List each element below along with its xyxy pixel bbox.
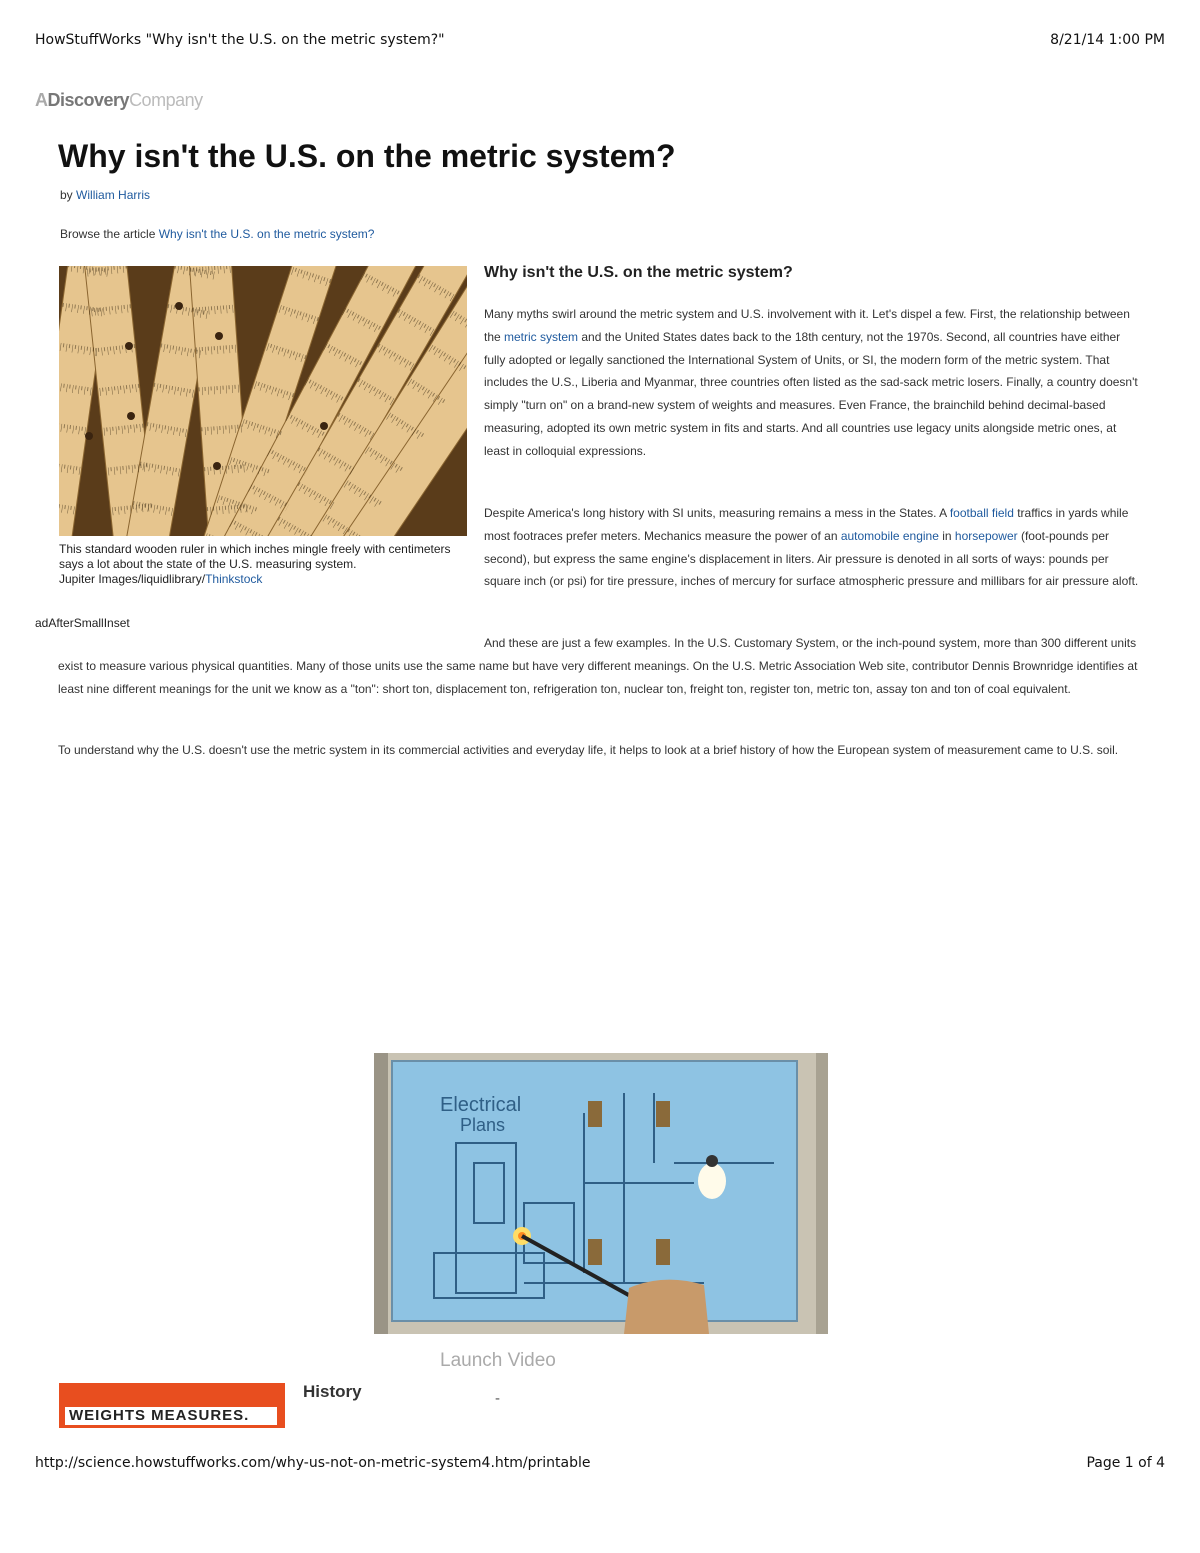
- paragraph-4: To understand why the U.S. doesn't use the metric system in its commercial activities and everyday life, it helps to look at a brief history of how the European system of measurement came to U.S. soil.: [58, 743, 1119, 757]
- metric-system-link[interactable]: metric system: [504, 329, 579, 344]
- related-dash: -: [495, 1390, 500, 1407]
- launch-video-link[interactable]: Launch Video: [440, 1350, 556, 1371]
- image-credit-link[interactable]: Thinkstock: [205, 572, 263, 586]
- logo-discovery: Discovery: [47, 90, 130, 110]
- p2-text-b: traffics in yards while most footraces prefer meters. Mechanics measure the power of an: [484, 506, 1129, 543]
- football-field-link[interactable]: football field: [949, 506, 1014, 520]
- image-caption: [59, 542, 459, 587]
- p1-text-b: and the United States dates back to the 18th century, not the 1970s. Second, all countries have either fully adopted or legally sanctioned the International System of Units, or SI, the modern form of the metric system. That includes the U.S., Liberia and Myanmar, three countries often listed as the sad-sack metric losers. Finally, a country doesn't simply "turn on" on a brand-new system of weights and measures. Even France, the brainchild behind decimal-based measuring, adopted its own metric system in fits and starts. And all countries use legacy units alongside metric ones, at least in colloquial expressions.: [484, 329, 1138, 458]
- browse-prefix: Browse the article: [60, 227, 156, 241]
- section-heading: Why isn't the U.S. on the metric system?: [484, 264, 793, 281]
- paragraph-1: [484, 303, 1144, 463]
- image-credit-prefix: Jupiter Images/liquidlibrary/: [59, 572, 206, 586]
- electrical-plans-video-frame: [374, 1053, 828, 1334]
- p1-text-a: Many myths swirl around the metric system and U.S. involvement with it. Let's dispel a few. First, the relationship between the: [484, 307, 1130, 344]
- p2-text-c: in: [938, 528, 955, 543]
- image-caption-text: This standard wooden ruler in which inches mingle freely with centimeters says a lot about the state of the U.S. measuring system.: [59, 542, 451, 571]
- paragraph-3: And these are just a few examples. In the U.S. Customary System, or the inch-pound system, more than 300 different units exist to measure various physical quantities. Many of those units use the same name but have very different meanings. On the U.S. Metric Association Web site, contributor Dennis Brownridge identifies at least nine different meanings for the unit we know as a "ton": short ton, displacement ton, refrigeration ton, nuclear ton, freight ton, register ton, metric ton, assay ton and ton of coal equivalent.: [58, 636, 1138, 696]
- logo-a: A: [35, 90, 48, 110]
- horsepower-link[interactable]: horsepower: [954, 528, 1018, 543]
- p2-text-d: (foot-pounds per second), but express the same engine's displacement in liters. Air pressure is denoted in all sorts of ways: pounds per square inch (or psi) for tire pressure, inches of mercury for surface atmospheric pressure and millibars for air pressure aloft.: [484, 528, 1139, 589]
- automobile-engine-link[interactable]: automobile engine: [840, 528, 939, 543]
- browse-article-link[interactable]: Why isn't the U.S. on the metric system?: [158, 227, 375, 241]
- ruler-photo: [59, 266, 467, 536]
- video-board-title-1: Electrical: [440, 1094, 522, 1116]
- video-thumbnail[interactable]: [374, 1053, 828, 1334]
- related-heading-history[interactable]: History: [303, 1382, 362, 1401]
- author-link[interactable]: William Harris: [76, 188, 151, 202]
- image-credit: [59, 572, 459, 587]
- video-board-title-2: Plans: [460, 1115, 506, 1135]
- ruler-illustration: [59, 266, 467, 536]
- article-title: Why isn't the U.S. on the metric system?: [58, 138, 676, 174]
- paragraph-2: [484, 502, 1144, 593]
- weights-measures-thumbnail[interactable]: [59, 1383, 285, 1428]
- byline-prefix: by: [60, 188, 73, 202]
- byline: [60, 188, 150, 202]
- print-header-datetime: 8/21/14 1:00 PM: [1050, 32, 1165, 48]
- print-footer-page: Page 1 of 4: [1086, 1455, 1165, 1471]
- print-footer-url: http://science.howstuffworks.com/why-us-not-on-metric-system4.htm/printable: [35, 1455, 591, 1471]
- discovery-company-logo[interactable]: [35, 90, 203, 111]
- logo-company: Company: [129, 90, 203, 110]
- print-header-title: HowStuffWorks "Why isn't the U.S. on the metric system?": [35, 32, 445, 48]
- p2-text-a: Despite America's long history with SI units, measuring remains a mess in the States. A: [484, 506, 950, 520]
- thumbnail-text: WEIGHTS MEASURES.: [69, 1407, 250, 1424]
- ad-placeholder: adAfterSmallInset: [35, 616, 130, 630]
- browse-article: [60, 227, 374, 241]
